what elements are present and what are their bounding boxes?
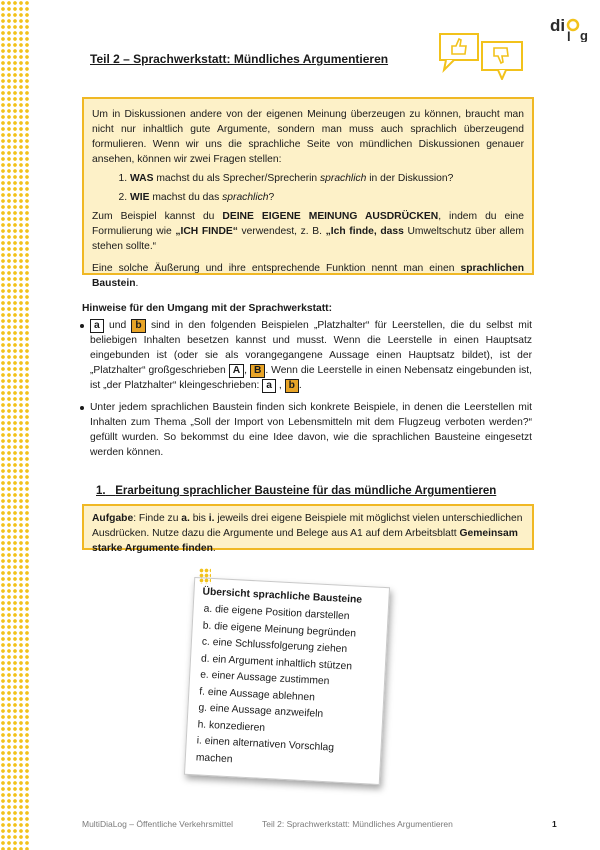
task-box <box>82 504 534 554</box>
list-item: g. eine Aussage anzweifeln <box>198 702 324 720</box>
intro-paragraph: Um in Diskussionen andere von der eigenen Meinung überzeugen zu können, braucht man nicht nur inhaltlich gute Argumente, sondern man muss auch sprachlich überzeugend formulieren. Wenn wir uns die sprachliche Seite von mündlichen Diskussionen genauer ansehen, können wir zwei Fragen stellen: <box>92 109 524 165</box>
definition-paragraph: Eine solche Äußerung und ihre entsprechende Funktion nennt man einen sprachlichen Baustein. <box>92 263 524 289</box>
list-item: f. eine Aussage ablehnen <box>199 685 316 703</box>
thumbs-speech-bubbles-icon <box>438 30 528 80</box>
placeholder-a: a <box>90 319 104 333</box>
placeholder-B: B <box>250 364 265 378</box>
svg-text:g: g <box>580 28 588 42</box>
question-what: 1. WAS machst du als Sprecher/Sprecherin sprachlich in der Diskussion? <box>130 171 524 186</box>
overview-card <box>185 568 397 790</box>
list-item: c. eine Schlussfolgerung ziehen <box>201 636 348 656</box>
list-item: e. einer Aussage zustimmen <box>199 669 330 688</box>
overview-title: Übersicht sprachliche Bausteine <box>202 586 363 606</box>
list-item: h. konzedieren <box>197 718 266 734</box>
hints-list <box>80 318 532 467</box>
task-text: Aufgabe: Finde zu a. bis i. jeweils drei eigene Beispiele mit möglichst vielen unterschiedlichen Ausdrücken. Nutze dazu die Argumente und Belege aus A1 auf dem Arbeitsblatt Gemeinsam starke Argumente finden. <box>92 513 523 554</box>
decorative-dot-strip <box>0 0 30 850</box>
svg-text:di: di <box>550 16 566 35</box>
hints-heading: Hinweise für den Umgang mit der Sprachwerkstatt: <box>82 303 333 314</box>
placeholder-a-lower: a <box>262 379 276 393</box>
example-paragraph: Zum Beispiel kannst du DEINE EIGENE MEINUNG AUSDRÜCKEN, indem du eine Formulierung wie „ICH FINDE“ verwendest, z. B. „Ich finde, dass Umweltschutz über allem stehen sollte.“ <box>92 211 524 252</box>
hint-placeholders: a und b sind in den folgenden Beispielen „Platzhalter“ für Leerstellen, die du selbst mit beliebigen Inhalten besetzen kannst und musst. Wenn die Leerstelle in einen Hauptsatz eingebunden ist (oder sie als vorangegangene Aussage einen Hauptsatz bildet), ist der „Platzhalter“ großgeschrieben A , B . Wenn die Leerstelle in einen Nebensatz eingebunden ist, ist „der Platzhalter“ kleingeschrieben: a , b . <box>80 318 532 393</box>
section-heading: 1. Erarbeitung sprachlicher Bausteine für das mündliche Argumentieren <box>96 485 497 497</box>
overview-list <box>193 601 379 775</box>
placeholder-b: b <box>131 319 145 333</box>
question-how: 2. WIE machst du das sprachlich? <box>130 190 524 205</box>
footer-project: MultiDiaLog – Öffentliche Verkehrsmittel <box>82 819 234 829</box>
svg-text:l: l <box>567 29 571 42</box>
dialog-logo <box>550 14 590 42</box>
page-title: Teil 2 – Sprachwerkstatt: Mündliches Argumentieren <box>90 52 389 66</box>
hint-examples: Unter jedem sprachlichen Baustein finden sich konkrete Beispiele, in denen die Leerstellen mit Inhalten zum Thema „Soll der Import von Lebensmitteln mit dem Flugzeug verboten werden?“ gefüllt wurden. So bekommst du eine Idee davon, wie die sprachlichen Bausteine eingesetzt werden können. <box>80 400 532 460</box>
overview-card-paper <box>184 577 390 785</box>
placeholder-A: A <box>229 364 244 378</box>
list-item: d. ein Argument inhaltlich stützen <box>200 652 353 672</box>
placeholder-b-lower: b <box>285 379 299 393</box>
pin-dots-icon <box>199 568 211 584</box>
intro-box <box>82 97 534 289</box>
question-list <box>92 171 524 205</box>
footer-section: Teil 2: Sprachwerkstatt: Mündliches Argumentieren <box>262 819 453 829</box>
page-number: 1 <box>552 819 557 829</box>
list-item: i. einen alternativen Vorschlag machen <box>195 735 335 765</box>
list-item: b. die eigene Meinung begründen <box>202 620 357 640</box>
list-item: a. die eigene Position darstellen <box>203 603 350 623</box>
